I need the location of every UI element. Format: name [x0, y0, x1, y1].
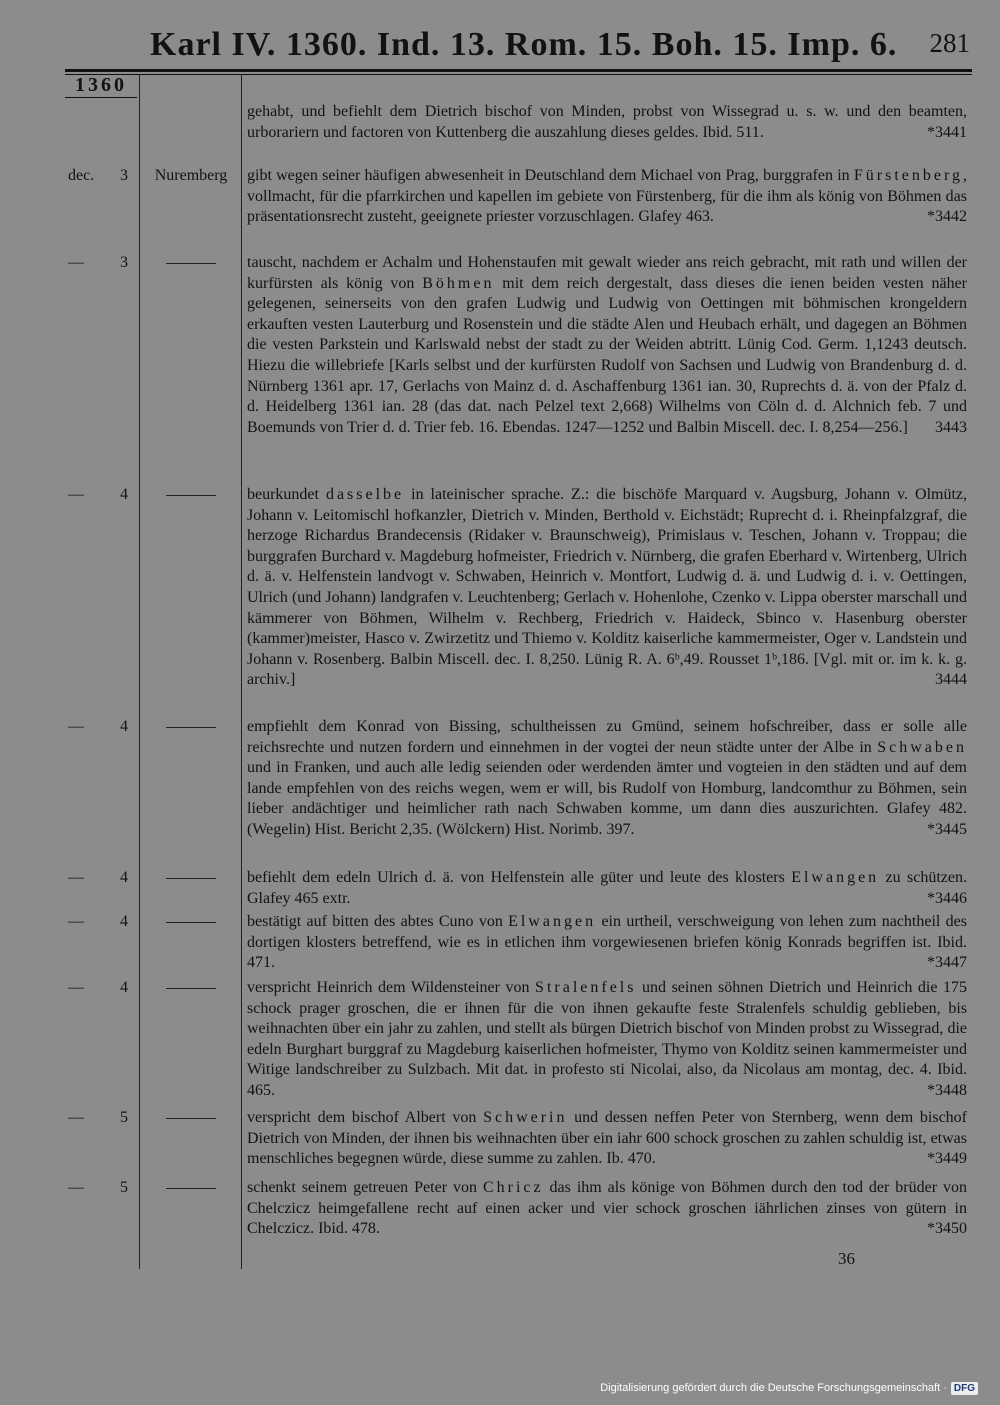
entry-month: — [68, 913, 84, 930]
entry-text: bestätigt auf bitten des abtes Cuno von [247, 913, 509, 930]
entry-text: schenkt seinem getreuen Peter von [247, 1179, 483, 1196]
entry-day: 4 [120, 913, 128, 930]
entry-place-ditto [144, 717, 238, 737]
entry-text: und seinen söhnen Dietrich und Heinrich die 175 schock prager groschen, die er ihnen für die von ihnen gekaufte feste Stralenfels schuldig geblieben, bis weihnachten über ein jahr zu zahlen, und stellt als bürgen Dietrich bischof von Minden probst zu Wissegrad, die edeln Burghart burggraf zu Magdeburg kaiserlichen hofmeister, Thymo von Kolditz seinen kammermeister und Witige landschreiber zu Sulzbach. Mit dat. in profesto sti Nicolai, also, da Nicolaus am montag, dec. 4. Ibid. 465. [247, 979, 967, 1099]
spaced-name: Chricz [482, 1179, 544, 1196]
year-label: 1360 [75, 74, 127, 96]
regest-entry [247, 868, 967, 909]
entry-number: *3445 [927, 820, 967, 838]
entry-text: zu schützen. Glafey 465 extr. [247, 869, 968, 907]
dfg-logo: DFG [951, 1382, 978, 1395]
entry-number: 3443 [935, 418, 967, 436]
footer-text: Digitalisierung gefördert durch die Deutsche Forschungsgemeinschaft · [600, 1382, 947, 1394]
entry-place-ditto [144, 868, 238, 888]
entry-month: — [68, 1179, 84, 1196]
entry-number: *3442 [927, 208, 967, 226]
entry-day: 4 [120, 979, 128, 996]
spaced-name: Schwaben [877, 738, 967, 756]
regest-entry [247, 912, 967, 974]
entry-text: tauscht, nachdem er Achalm und Hohenstaufen mit gewalt wieder ans reich gebracht, mit rath und willen der kurfürsten als könig von [247, 254, 967, 292]
entry-month: — [68, 1109, 84, 1126]
entry-day: 5 [120, 1179, 128, 1196]
entry-text: und in Franken, und auch alle ledig seienden oder werdenden ämter und vogteien in den städten und auf dem lande empfehlen von des reichs wegen, wem er will, bis Rudolf von Homburg, landcomthur zu Böhmen, sein lieber andächtiger und heimlicher rath nach Schwaben komme, um dann dies auszurichten. Glafey 482. (Wegelin) Hist. Bericht 2,35. (Wölckern) Hist. Norimb. 397. [247, 759, 967, 838]
entry-text: und dessen neffen Peter von Sternberg, wenn dem bischof Dietrich von Minden, der ihnen bis weihnachten über ein iahr 600 schock groschen zu zahlen schuldig ist, etwas menschliches begegnen würde, diese summe zu zahlen. Ib. 470. [247, 1109, 967, 1168]
entry-text: beurkundet [247, 486, 326, 503]
entry-place: Nuremberg [154, 167, 228, 184]
entry-number: 3444 [935, 671, 967, 689]
entry-text: mit dem reich dergestalt, dass dieses die ienen beiden vesten näher gelegenen, seinerseits von den grafen Ludwig und Ludwig von Oettingen mit böhmischen krongeldern erkauften vesten Lauterburg und Rosenstein und die städte Alen und Heubach erhält, und dagegen an Böhmen die vesten Parkstein und Karlswald nebst der stadt zu der Weiden abtritt. Lünig Cod. Germ. 1,1243 deutsch. Hiezu die willebriefe [Karls selbst und der kurfürsten Rudolf von Sachsen und Ludwig von Brandenburg d. d. Nürnberg 1361 apr. 17, Gerlachs von Mainz d. d. Aschaffenburg 1361 ian. 30, Ruprechts d. ä. von der Pfalz d. d. Heidelberg 1361 ian. 28 (das dat. nach Pelzel text 2,668) Wilhelms von Cöln d. d. Alchnich feb. 7 und Boemunds von Trier d. d. Trier feb. 16. Ebendas. 1247—1252 und Balbin Miscell. dec. I. 8,254—256.] [247, 274, 968, 436]
regest-entry [247, 253, 967, 438]
entry-place-ditto [144, 1108, 238, 1128]
regest-entry [247, 166, 967, 228]
entry-number: *3446 [927, 889, 967, 907]
entry-number: *3441 [927, 123, 967, 141]
entry-text: empfiehlt dem Konrad von Bissing, schultheissen zu Gmünd, seinem hofschreiber, dass er solle alle reichsrechte und nutzen fordern und einnehmen in der vogtei der neun städte unter der Albe in [247, 718, 967, 756]
digitization-footer [600, 1379, 978, 1397]
entry-number: *3450 [927, 1220, 967, 1238]
entry-month: — [68, 486, 84, 503]
regest-entry [247, 1178, 967, 1240]
page-number: 281 [929, 28, 970, 58]
entry-text: das ihm als könige von Böhmen durch den tod der brüder von Chelczicz heimgefallene recht auf einen acker und vier schock groschen iährlichen zinses von gütern in Chelczicz. Ibid. 478. [247, 1179, 967, 1238]
entry-day: 4 [120, 486, 128, 503]
spaced-name: Elwangen [508, 913, 597, 930]
spaced-name: Schwerin [483, 1109, 568, 1126]
entry-day: 5 [120, 1109, 128, 1126]
running-header [150, 26, 976, 62]
spaced-name: Böhmen [422, 274, 495, 292]
regest-entry [247, 978, 967, 1102]
entry-text: , vollmacht, für die pfarrkirchen und kapellen im gebiete von Fürstenberg, für die ihm als könig von Böhmen das präsentationsrecht zusteht, geeignete priester vorzuschlagen. Glafey 463. [247, 167, 967, 226]
entry-number: *3449 [927, 1150, 967, 1168]
entry-number: *3447 [927, 954, 967, 972]
spaced-name: Fürstenberg [853, 167, 963, 184]
entry-day: 3 [120, 254, 128, 271]
entry-month: — [68, 979, 84, 996]
regest-entry [247, 1108, 967, 1170]
header-rule-thin [65, 74, 972, 75]
entry-day: 3 [120, 167, 128, 184]
spaced-name: Elwangen [791, 869, 880, 886]
entry-text: befiehlt dem edeln Ulrich d. ä. von Helfenstein alle güter und leute des klosters [247, 869, 792, 886]
entry-place-ditto [144, 912, 238, 932]
entry-text: verspricht dem bischof Albert von [247, 1109, 484, 1126]
entry-day: 4 [120, 718, 128, 735]
signature-mark: 36 [838, 1249, 855, 1268]
spaced-name: Stralenfels [535, 979, 637, 996]
year-underline [65, 97, 137, 98]
entry-month: — [68, 718, 84, 735]
regest-entry [247, 485, 967, 691]
entry-text: in lateinischer sprache. Z.: die bischöfe Marquard v. Augsburg, Johann v. Olmütz, Johann v. Leitomischl hofkanzler, Dietrich v. Minden, Berthold v. Eichstädt; Ruprecht d. i. Rheinpfalzgraf, die herzoge Richardus Brandecensis (Ridaker v. Braunschweig), Primislaus v. Teschen, Johann v. Troppau; die burggrafen Burchard v. Magdeburg hofmeister, Friedrich v. Nürnberg, die grafen Eberhard v. Wirtenberg, Ulrich d. ä. v. Helfenstein landvogt v. Schwaben, Heinrich v. Montfort, Ludwig d. ä. und Ludwig d. i. v. Oettingen, Ulrich (und Johann) landgrafen v. Leuchtenberg; Gerlach v. Hohenlohe, Czenko v. Lippa oberster marschall und kämmerer von Böhmen, Wilhelm v. Rechberg, Friedrich v. Haideck, Sbinco v. Hasenburg oberster (kammer)meister, Hasco v. Zwirzetitz und Thiemo v. Kolditz kaiserliche kammermeister, Oger v. Landstein und Johann v. Rosenberg. Balbin Miscell. dec. I. 8,250. Lünig R. A. 6ᵇ,49. Rousset 1ᵇ,186. [Vgl. mit or. im k. k. g. archiv.] [247, 486, 968, 689]
entry-place-ditto [144, 253, 238, 273]
entry-text: ein urtheil, verschweigung von lehen zum nachtheil des dortigen klosters betreffend, wie es in etlichen ihm vorgewiesenen briefen könig Konrads begriffen ist. Ibid. 471. [247, 913, 967, 972]
regest-entry [247, 717, 967, 841]
entry-day: 4 [120, 869, 128, 886]
entry-text: verspricht Heinrich dem Wildensteiner von [247, 979, 536, 996]
spaced-name: dasselbe [325, 486, 405, 503]
regest-entry [247, 102, 967, 143]
entry-text: gibt wegen seiner häufigen abwesenheit in Deutschland dem Michael von Prag, burggrafen in [247, 167, 854, 184]
entry-month: dec. [68, 167, 95, 184]
running-title: Karl IV. 1360. Ind. 13. Rom. 15. Boh. 15. Imp. 6. [150, 26, 898, 63]
column-divider-place [241, 74, 242, 1269]
entry-number: *3448 [927, 1081, 967, 1099]
column-divider-date [139, 74, 140, 1269]
entry-month: — [68, 869, 84, 886]
entry-month: — [68, 254, 84, 271]
header-rule [65, 69, 972, 72]
entry-place-ditto [144, 485, 238, 505]
entry-place-ditto [144, 978, 238, 998]
entry-text: gehabt, und befiehlt dem Dietrich bischof von Minden, probst von Wissegrad u. s. w. und den beamten, urborariern und factoren von Kuttenberg die auszahlung dieses geldes. Ibid. 511. [247, 103, 967, 141]
entry-place-ditto [144, 1178, 238, 1198]
